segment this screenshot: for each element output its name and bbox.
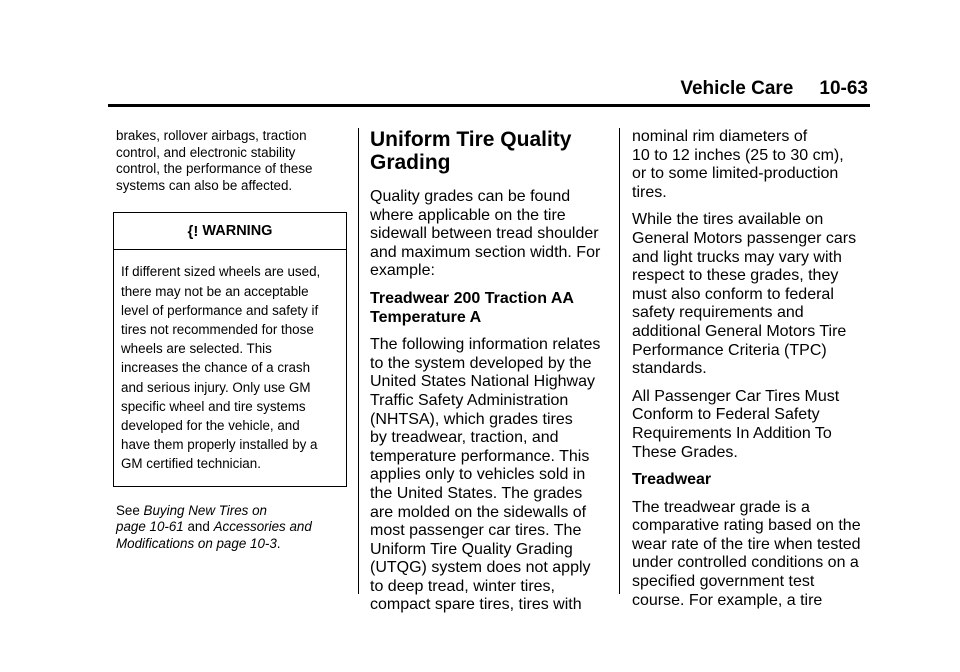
link-buying-new-tires[interactable]: Buying New Tires on (143, 502, 267, 518)
warning-header (114, 213, 346, 250)
column-divider-1 (358, 128, 359, 594)
treadwear-paragraph: The treadwear grade is a comparative rating based on the wear rate of the tire when tested under controlled conditions on a specified government test course. For example, a tire (632, 498, 861, 609)
intro-paragraph: brakes, rollover airbags, traction control, and electronic stability control, the performance of these systems can also be affected. (116, 128, 313, 193)
nhtsa-paragraph: The following information relates to the system developed by the United States National Highway Traffic Safety Administration (NHTSA), which grades tires by treadwear, traction, and temperature performance. This applies only to vehicles sold in the United States. The grades are molded on the sidewalls of most passenger car tires. The Uniform Tire Quality Grading (UTQG) system does not apply to deep tread, winter tires, compact spare tires, tires with (370, 336, 601, 614)
warning-text: If different sized wheels are used, there may not be an acceptable level of performance and safety if tires not recommended for those wheels are selected. This increases the chance of a crash and serious injury. Only use GM specific wheel and tire systems developed for the vehicle, and have them properly installed by a GM certified technician. (121, 264, 321, 472)
section-title: Vehicle Care (680, 78, 794, 99)
quality-grades-paragraph: Quality grades can be found where applicable on the tire sidewall between tread shoulder and maximum section width. For example: (370, 188, 601, 280)
grade-example: Treadwear 200 Traction AA Temperature A (370, 289, 574, 326)
page-header (680, 78, 868, 100)
gm-tires-paragraph: While the tires available on General Motors passenger cars and light trucks may vary with respect to these grades, they must also conform to federal safety requirements and additional General Motors Tire Performance Criteria (TPC) standards. (632, 211, 857, 378)
page-number: 10-63 (819, 78, 868, 99)
warning-box (113, 212, 347, 486)
rim-diameter-paragraph: nominal rim diameters of 10 to 12 inches (25 to 30 cm), or to some limited-production tires. (632, 128, 844, 201)
header-rule (108, 104, 870, 107)
treadwear-subheading: Treadwear (632, 471, 712, 489)
column-1 (116, 128, 350, 566)
link-buying-new-tires-page[interactable]: page 10-61 (116, 519, 184, 535)
warning-title: WARNING (202, 223, 273, 240)
warning-icon: {! (187, 222, 199, 240)
link-accessories-page[interactable]: Modifications on page 10-3 (116, 535, 277, 551)
column-2 (370, 128, 608, 615)
section-heading: Uniform Tire Quality Grading (370, 128, 572, 174)
link-accessories[interactable]: Accessories and (213, 519, 312, 535)
column-3 (632, 128, 864, 610)
see-also-paragraph: See Buying New Tires on page 10-61 and Accessories and Modifications on page 10-3. (116, 502, 312, 551)
safety-requirements-paragraph: All Passenger Car Tires Must Conform to Federal Safety Requirements In Addition To These Grades. (632, 387, 840, 461)
column-divider-2 (619, 128, 620, 594)
